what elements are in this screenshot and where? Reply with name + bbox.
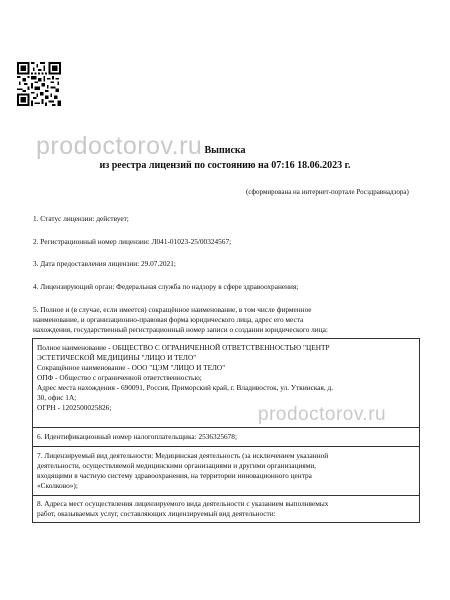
license-authority: 4. Лицензирующий орган: Федеральная служба по надзору в сфере здравоохранения; — [33, 282, 299, 291]
name-detail-line: 30, офис 1А; — [37, 393, 77, 402]
watermark-middle: prodoctorov.ru — [258, 404, 387, 425]
addresses-box — [32, 495, 420, 523]
license-date: 3. Дата предоставления лицензии: 29.07.2021; — [33, 259, 176, 268]
activity-line: «Сколково»); — [37, 481, 78, 490]
name-detail-line: ЭСТЕТИЧЕСКОЙ МЕДИЦИНЫ "ЛИЦО И ТЕЛО" — [37, 353, 197, 362]
name-detail-line: Сокращённое наименование - ООО "ЦЭМ "ЛИЦО И ТЕЛО" — [37, 363, 226, 372]
name-header-line: наименование, и организационно-правовая форма юридического лица, адрес его места — [33, 315, 304, 324]
inn-line: 6. Идентификационный номер налогоплательщика: 2536325678; — [37, 432, 237, 441]
document-title: Выписка — [204, 145, 246, 156]
qr-code-icon — [17, 62, 61, 106]
name-detail-line: ОПФ - Общество с ограниченной ответственностью; — [37, 373, 202, 382]
activity-line: деятельности, осуществляемой медицинскими организациями и другими организациями, — [37, 461, 317, 470]
inn-box — [32, 427, 420, 447]
activity-line: входящими в частную систему здравоохранения, на территории инновационного центра — [37, 471, 312, 480]
addresses-line: работ, оказываемых услуг, составляющих лицензируемый вид деятельности: — [37, 509, 276, 518]
name-detail-line: ОГРН - 1202500025826; — [37, 403, 112, 412]
activity-box — [32, 446, 420, 496]
formed-note: (сформирована на интернет-портале Росздравнадзора) — [246, 188, 409, 196]
addresses-line: 8. Адреса мест осуществления лицензируемого вида деятельности с указанием выполняемых — [37, 499, 329, 508]
activity-line: 7. Лицензируемый вид деятельности: Медицинская деятельность (за исключением указанной — [37, 451, 329, 460]
name-detail-line: Полное наименование - ОБЩЕСТВО С ОГРАНИЧЕННОЙ ОТВЕТСТВЕННОСТЬЮ "ЦЕНТР — [37, 343, 330, 352]
organization-details-box — [32, 338, 420, 428]
name-header-line: нахождения, государственный регистрационный номер записи о создании юридического лица: — [33, 325, 328, 334]
name-header-line: 5. Полное и (в случае, если имеется) сокращённое наименование, в том числе фирменное — [33, 305, 312, 314]
name-detail-line: Адрес места нахождения - 690091, Россия, Приморский край, г. Владивосток, ул. Уткинская, д. — [37, 383, 334, 392]
document-subtitle: из реестра лицензий по состоянию на 07:16 18.06.2023 г. — [99, 160, 351, 171]
license-status: 1. Статус лицензии: действует; — [33, 214, 129, 223]
license-reg-number: 2. Регистрационный номер лицензии: Л041-01023-25/00324567; — [33, 237, 232, 246]
watermark-top: prodoctorov.ru — [36, 132, 203, 160]
